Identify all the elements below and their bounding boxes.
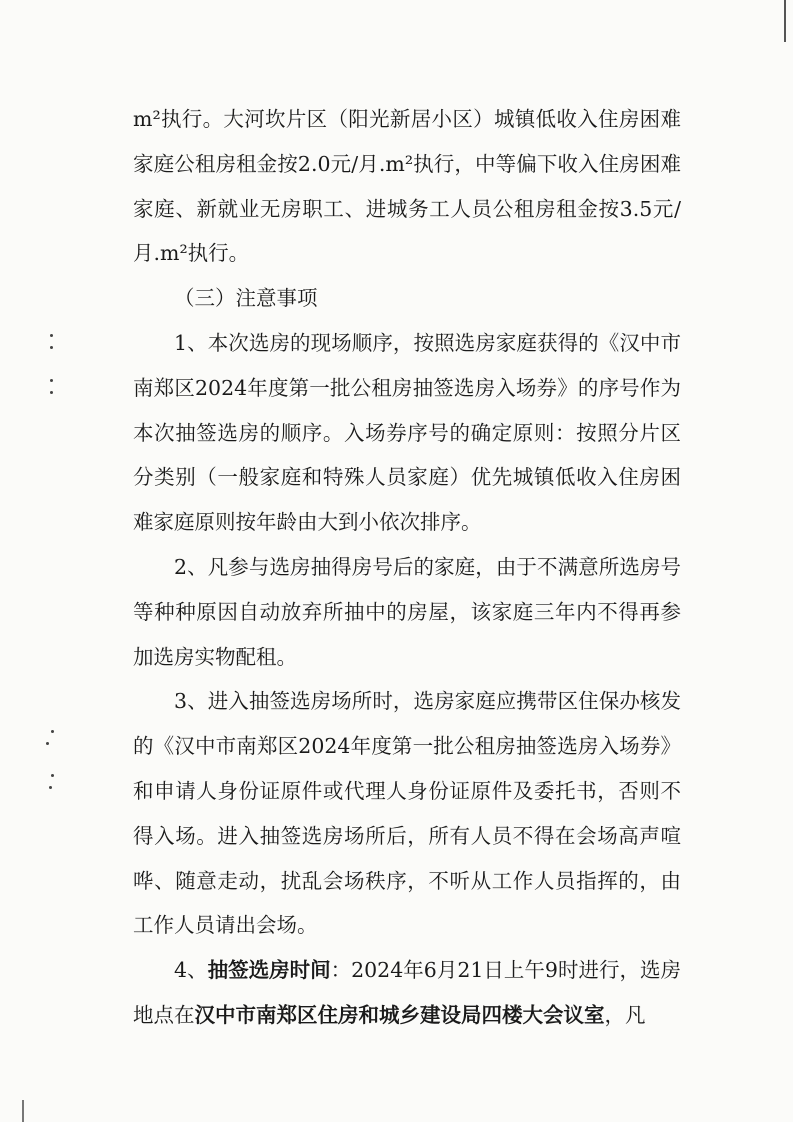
p-note-2 [133, 545, 681, 679]
p-note-1 [133, 321, 681, 545]
scan-edge-line [784, 0, 786, 42]
paragraph-text: 4、 [174, 958, 208, 983]
binding-hole-mark [46, 742, 49, 745]
p-note-3 [133, 679, 681, 948]
binding-hole-mark [51, 774, 54, 777]
binding-hole-mark [50, 379, 53, 382]
binding-hole-mark [51, 730, 54, 733]
binding-hole-mark [50, 391, 53, 394]
p-note-4 [133, 948, 681, 1038]
paragraph-text: 1、本次选房的现场顺序，按照选房家庭获得的《汉中市南郑区2024年度第一批公租房抽签选房入场券》的序号作为本次抽签选房的顺序。入场券序号的确定原则：按照分片区分类别（一般家庭和特殊人员家庭）优先城镇低收入住房困难家庭原则按年龄由大到小依次排序。 [133, 330, 681, 535]
binding-hole-mark [50, 334, 53, 337]
p-rent-cont [133, 97, 681, 276]
paragraph-text: m²执行。大河坎片区（阳光新居小区）城镇低收入住房困难家庭公租房租金按2.0元/月.m²执行，中等偏下收入住房困难家庭、新就业无房职工、进城务工人员公租房租金按3.5元/月.m²执行。 [133, 107, 681, 266]
paragraph-text: 2、凡参与选房抽得房号后的家庭，由于不满意所选房号等种种原因自动放弃所抽中的房屋，该家庭三年内不得再参加选房实物配租。 [133, 554, 681, 669]
bold-text: 汉中市南郑区住房和城乡建设局四楼大会议室 [194, 1002, 605, 1027]
paragraph-text: 3、进入抽签选房场所时，选房家庭应携带区住保办核发的《汉中市南郑区2024年度第一批公租房抽签选房入场券》和申请人身份证原件或代理人身份证原件及委托书，否则不得入场。进入抽签选房场所后，所有人员不得在会场高声喧哗、随意走动，扰乱会场秩序，不听从工作人员指挥的，由工作人员请出会场。 [133, 689, 681, 938]
scan-edge-line [22, 1100, 24, 1122]
paragraph-text: （三）注意事项 [174, 286, 318, 311]
binding-hole-mark [50, 346, 53, 349]
document-body [133, 97, 681, 1038]
binding-hole-mark [49, 786, 52, 789]
paragraph-text: ，凡 [604, 1002, 646, 1027]
bold-text: 抽签选房时间 [207, 958, 331, 983]
p-heading-notes [133, 276, 681, 321]
paragraph-text: ：2024年6月21日上午9时进行，选房地点在 [133, 958, 682, 1027]
